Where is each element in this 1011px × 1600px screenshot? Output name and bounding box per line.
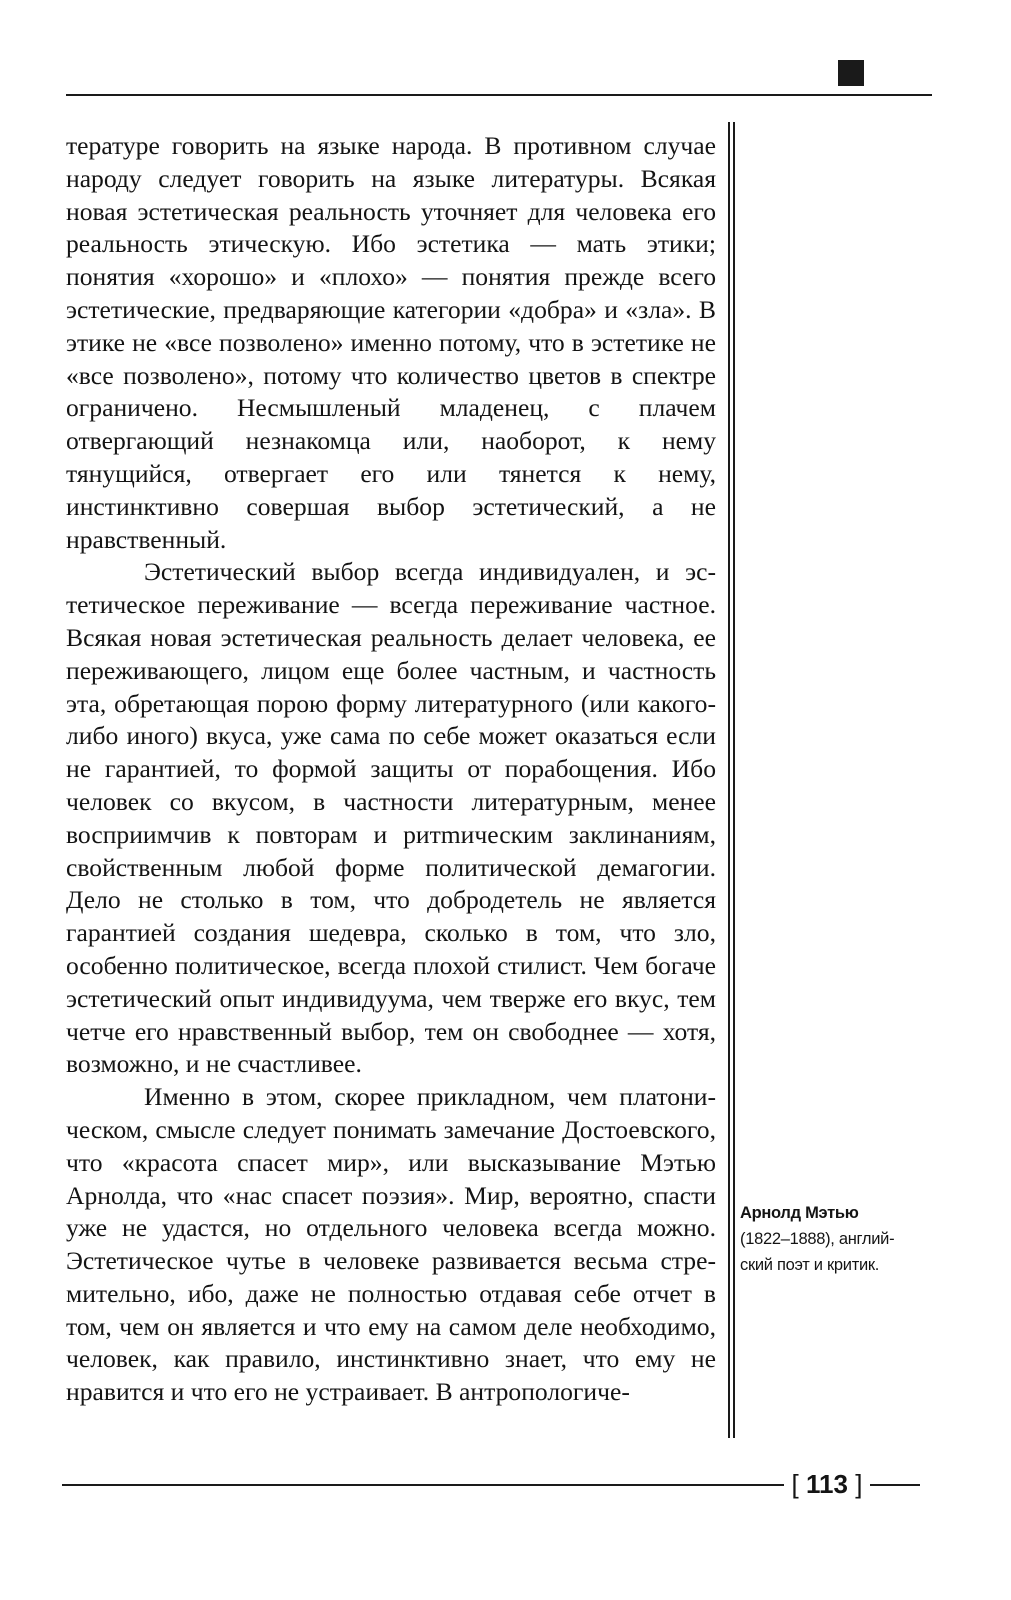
sidenote-text: (1822–1888), английский поэт и критик. <box>740 1230 895 1274</box>
paragraph-3: Именно в этом, скорее прикладном, чем платоническом, смысле следует понимать замечание Достоевского, что «красота спасет мир», или высказывание Мэтью Арнолда, что «нас спасет поэзия». Мир, вероятно, спасти уже не удастся, но отдельного человека всегда можно. Эстетическое чутье в человеке развивается весьма стремительно, ибо, даже не полностью отдавая себе отчет в том, чем он является и что ему на самом деле необходимо, человек, как правило, инстинктивно знает, что ему не нравится и что его не устраивает. В антропологиче- <box>66 1082 716 1407</box>
page-number-bracket-close: ] <box>855 1469 863 1499</box>
sidenote-name: Арнолд Мэтью <box>740 1204 859 1222</box>
page-number-bracket-open: [ <box>791 1469 799 1499</box>
main-text-column <box>66 130 716 1409</box>
page-number <box>784 1466 870 1502</box>
header-square-marker <box>838 60 864 86</box>
header-rule <box>66 94 932 96</box>
paragraph-2: Эстетический выбор всегда индивидуален, и эстетическое переживание — всегда переживание частное. Всякая новая эстетическая реальность делает человека, ее переживающего, лицом еще более частным, и частность эта, обретающая порою форму литературного (или какого-либо иного) вкуса, уже сама по себе может оказаться если не гарантией, то формой защиты от порабощения. Ибо человек со вкусом, в частности литературным, менее восприимчив к повторам и ритmическим заклинаниям, свойственным любой форме политической демагогии. Дело не столько в том, что добродетель не является гарантией создания шедевра, сколько в том, что зло, особенно политическое, всегда плохой стилист. Чем богаче эстетический опыт индивидуума, чем тверже его вкус, тем четче его нравственный выбор, тем он свободнее — хотя, возможно, и не счастливее. <box>66 557 716 1079</box>
footer-rule-right <box>870 1484 920 1486</box>
margin-rule-right <box>733 122 735 1438</box>
footer-rule-left <box>62 1484 784 1486</box>
paragraph-1: тературе говорить на языке народа. В противном случае народу следует говорить на языке литературы. Всякая новая эстетическая реальность уточняет для человека его реальность этическую. Ибо эстетика — мать этики; понятия «хорошо» и «плохо» — понятия прежде всего эстетические, предваряющие категории «добра» и «зла». В этике не «все позволено» именно потому, что в эстетике не «все позволено», потому что количество цветов в спектре ограничено. Несмышленый младенец, с плачем отвергающий незнакомца или, наоборот, к нему тянущийся, отвергает его или тянется к нему, инстинктивно совершая выбор эстетический, а не нравственный. <box>66 131 716 554</box>
margin-rule-left <box>728 122 730 1438</box>
sidenote-arnold <box>740 1200 920 1278</box>
page-number-value: 113 <box>806 1469 848 1499</box>
